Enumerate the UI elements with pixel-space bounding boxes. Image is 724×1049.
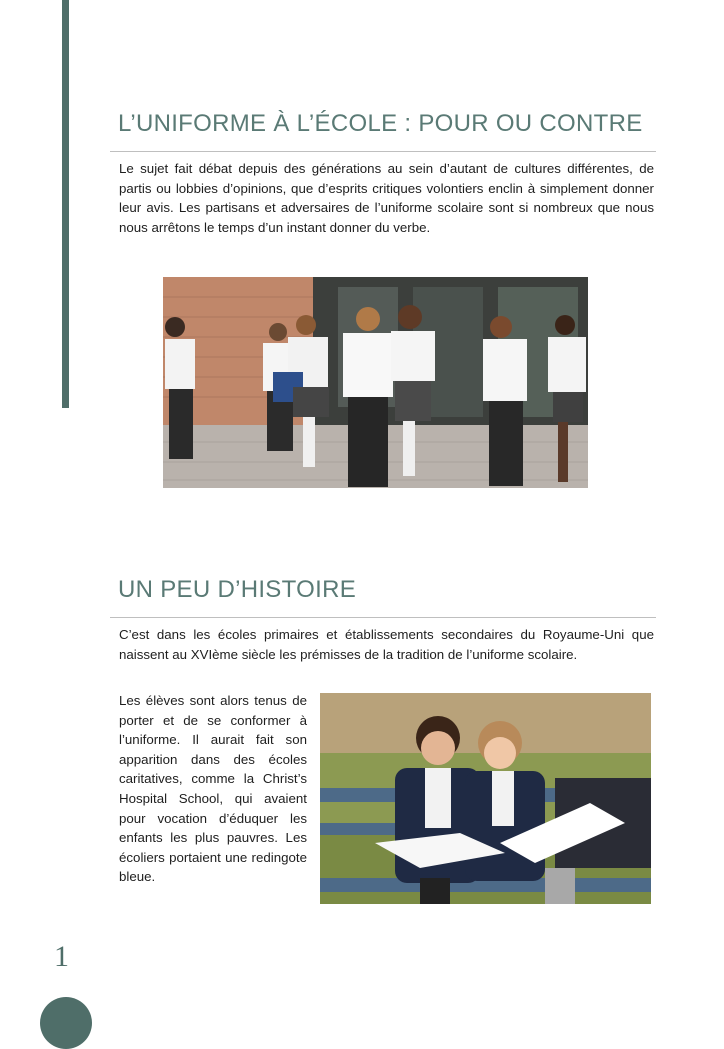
history-intro-paragraph: C’est dans les écoles primaires et établissements secondaires du Royaume-Uni que naissent au XVIème siècle les prémisses de la tradition de l’uniforme scolaire. xyxy=(119,627,654,662)
section-title-history: UN PEU D’HISTOIRE xyxy=(118,576,357,603)
side-accent-bar xyxy=(62,0,69,408)
intro-paragraph: Le sujet fait débat depuis des générations au sein d’autant de cultures différentes, de partis ou lobbies d’opinions, que d’esprits critiques volontiers enclin à simplement donner leur avis. Les partisans et adversaires de l’uniforme scolaire sont si nombreux que nous nous arrêtons le temps d’un instant donner du verbe. xyxy=(119,161,654,235)
section-title-uniform: L’UNIFORME À L’ÉCOLE : POUR OU CONTRE xyxy=(118,110,643,137)
children-reading-photo xyxy=(320,693,651,904)
history-body-paragraph: Les élèves sont alors tenus de porter et de se conformer à l’uniforme. Il aurait fait son apparition dans des écoles caritatives, comme la Christ’s Hospital School, qui avaient pour vocation d’éduquer les enfants les plus pauvres. Les écoliers portaient une redingote bleue. xyxy=(119,693,307,885)
history-divider xyxy=(110,617,656,618)
title-divider xyxy=(110,151,656,152)
page-number: 1 xyxy=(54,940,69,973)
corner-circle xyxy=(40,997,92,1049)
students-running-photo xyxy=(163,277,588,488)
